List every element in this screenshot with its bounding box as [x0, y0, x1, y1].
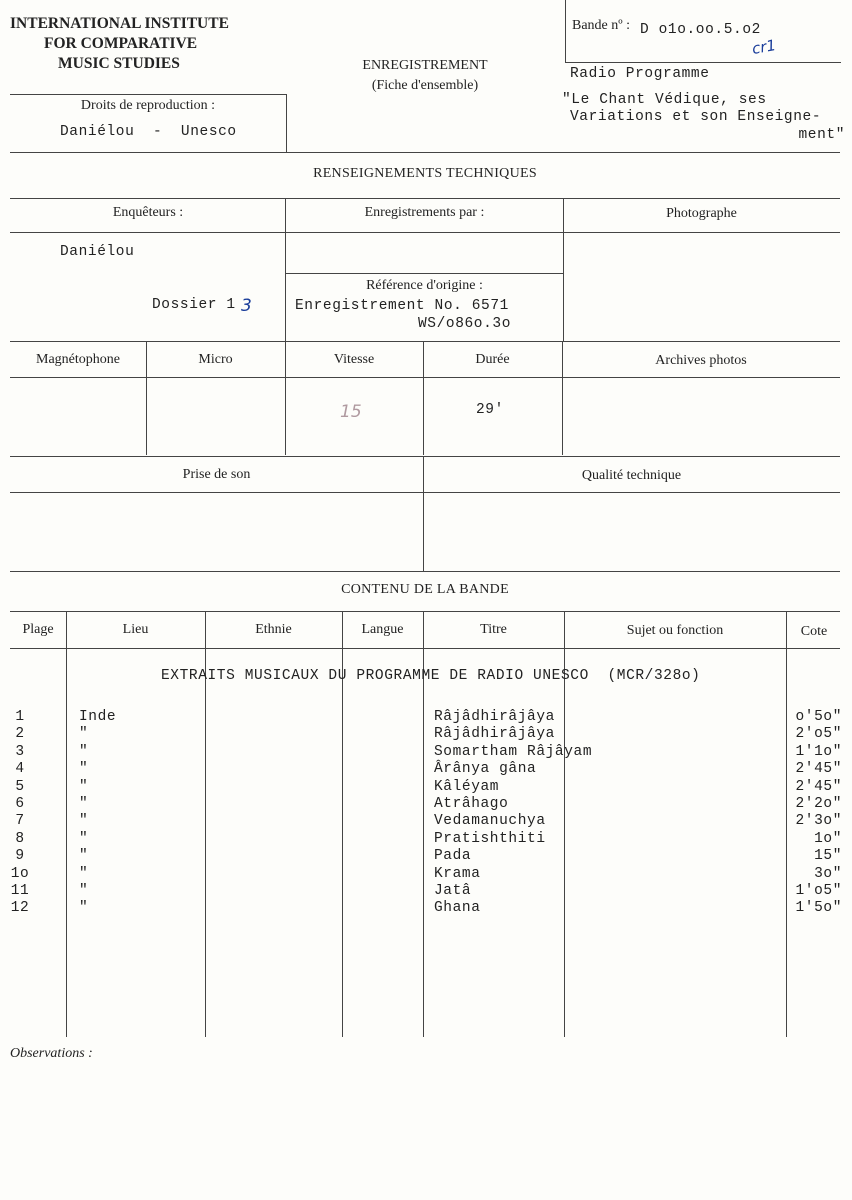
tech-rule-2 — [10, 232, 840, 233]
equipment-vline-3 — [423, 341, 424, 455]
bande-label: Bande nº : — [572, 18, 630, 33]
row-cote: 15" — [814, 848, 842, 865]
row-lieu: " — [79, 865, 89, 882]
reference-top-rule — [286, 273, 563, 274]
row-plage: 1 — [15, 709, 25, 725]
enregistrements-label: Enregistrements par : — [364, 205, 485, 220]
institute-name — [10, 14, 250, 74]
row-plage: 1o — [10, 865, 30, 882]
row-cote: 3o" — [814, 865, 842, 882]
table-row — [0, 761, 852, 779]
row-cote: o'5o" — [795, 709, 842, 725]
contenu-header-rule — [10, 648, 840, 649]
contenu-rule-1 — [10, 611, 840, 612]
table-row — [0, 831, 852, 849]
row-plage: 9 — [15, 848, 25, 865]
row-plage: 5 — [15, 778, 25, 795]
equipment-vline-1 — [146, 341, 147, 455]
row-cote: 2'o5" — [795, 726, 842, 743]
row-titre: Pada — [434, 848, 472, 865]
duree-value: 29' — [476, 402, 504, 418]
observations-label: Observations : — [10, 1046, 93, 1061]
row-titre: Pratishthiti — [434, 830, 546, 847]
bande-handwritten-note: cr1 — [750, 36, 778, 58]
table-row — [0, 883, 852, 901]
bande-box-left-border — [565, 0, 566, 62]
form-subtitle: (Fiche d'ensemble) — [371, 78, 479, 93]
radio-line-4: ment" — [798, 126, 845, 143]
droits-top-border — [10, 94, 286, 95]
row-titre: Jatâ — [434, 883, 472, 899]
row-cote: 1'1o" — [795, 743, 842, 760]
table-row — [0, 813, 852, 831]
row-cote: 2'2o" — [795, 796, 842, 812]
extract-line: EXTRAITS MUSICAUX DU PROGRAMME DE RADIO UNESCO (MCR/328o) — [161, 668, 701, 684]
row-lieu: " — [79, 726, 89, 743]
radio-programme — [562, 66, 845, 144]
row-titre: Râjâdhirâjâya — [434, 726, 555, 743]
table-row — [0, 744, 852, 762]
row-lieu: " — [79, 796, 89, 812]
reference-line-1: Enregistrement No. 6571 — [295, 298, 509, 314]
dossier-handwritten-digit: 3 — [241, 296, 252, 316]
col-header-sujet: Sujet ou fonction — [626, 623, 724, 638]
equipment-header-rule — [10, 377, 840, 378]
magnetophone-label: Magnétophone — [36, 352, 120, 367]
row-titre: Ghana — [434, 900, 481, 917]
row-lieu: " — [79, 813, 89, 830]
col-header-ethnie: Ethnie — [255, 622, 292, 637]
radio-line-3: Variations et son Enseigne- — [570, 109, 822, 125]
droits-right-border — [286, 94, 287, 152]
row-plage: 2 — [15, 726, 25, 743]
row-lieu: " — [79, 761, 89, 778]
droits-value: Daniélou - Unesco — [60, 124, 237, 140]
table-row — [0, 866, 852, 884]
row-titre: Vedamanuchya — [434, 813, 546, 830]
col-header-titre: Titre — [480, 622, 507, 637]
prise-label: Prise de son — [182, 467, 251, 482]
tech-vline-1 — [285, 198, 286, 341]
institute-line-3: MUSIC STUDIES — [58, 55, 180, 72]
row-plage: 7 — [15, 813, 25, 830]
prise-header-rule — [10, 492, 840, 493]
row-plage: 12 — [10, 900, 30, 917]
row-titre: Ârânya gâna — [434, 761, 537, 778]
bande-box-bottom-border — [565, 62, 841, 63]
form-title: ENREGISTREMENT — [362, 58, 488, 73]
vitesse-label: Vitesse — [333, 352, 375, 367]
tech-rule-3 — [10, 341, 840, 342]
bande-value: D o1o.oo.5.o2 — [640, 22, 761, 38]
row-plage: 3 — [15, 743, 25, 760]
col-header-plage: Plage — [22, 622, 54, 637]
row-cote: 1'5o" — [795, 900, 842, 917]
radio-line-1: Radio Programme — [570, 66, 710, 82]
row-titre: Somartham Râjâyam — [434, 743, 593, 760]
table-row — [0, 709, 852, 727]
table-row — [0, 779, 852, 797]
table-row — [0, 848, 852, 866]
row-titre: Krama — [434, 865, 481, 882]
tech-rule-1 — [10, 198, 840, 199]
row-lieu: " — [79, 883, 89, 899]
equipment-vline-4 — [562, 341, 563, 455]
dossier-label: Dossier 1 — [152, 297, 236, 313]
table-row — [0, 796, 852, 814]
duree-label: Durée — [475, 352, 510, 367]
row-cote: 2'3o" — [795, 813, 842, 830]
prise-vline — [423, 456, 424, 571]
row-plage: 8 — [15, 830, 25, 847]
header-bottom-rule — [10, 152, 840, 153]
enqueteurs-value: Daniélou — [60, 244, 135, 260]
row-titre: Kâléyam — [434, 778, 500, 795]
row-plage: 6 — [15, 796, 25, 812]
enqueteurs-label: Enquêteurs : — [112, 205, 184, 220]
vitesse-value: 15 — [340, 402, 362, 422]
row-lieu: " — [79, 900, 89, 917]
droits-label: Droits de reproduction : — [80, 98, 216, 113]
reference-label: Référence d'origine : — [366, 278, 483, 293]
col-header-langue: Langue — [361, 622, 404, 637]
row-cote: 1o" — [814, 830, 842, 847]
radio-line-2: "Le Chant Védique, ses — [562, 91, 767, 108]
contenu-section-title: CONTENU DE LA BANDE — [341, 582, 509, 597]
tech-section-title: RENSEIGNEMENTS TECHNIQUES — [313, 166, 537, 181]
qualite-label: Qualité technique — [581, 468, 682, 483]
row-lieu: " — [79, 778, 89, 795]
micro-label: Micro — [198, 352, 233, 367]
photographe-label: Photographe — [666, 206, 737, 221]
row-lieu: " — [79, 848, 89, 865]
prise-bottom-rule — [10, 571, 840, 572]
archives-label: Archives photos — [655, 353, 747, 368]
equipment-bottom-rule — [10, 456, 840, 457]
row-lieu: Inde — [79, 709, 117, 725]
row-plage: 11 — [10, 883, 30, 899]
row-plage: 4 — [15, 761, 25, 778]
reference-line-2: WS/o86o.3o — [418, 316, 512, 332]
institute-line-2: FOR COMPARATIVE — [44, 35, 198, 52]
table-row — [0, 726, 852, 744]
row-cote: 1'o5" — [795, 883, 842, 899]
col-header-lieu: Lieu — [122, 622, 149, 637]
row-cote: 2'45" — [795, 778, 842, 795]
institute-line-1: INTERNATIONAL INSTITUTE — [10, 15, 229, 32]
row-titre: Atrâhago — [434, 796, 509, 812]
table-row — [0, 900, 852, 918]
tech-vline-2 — [563, 198, 564, 341]
row-lieu: " — [79, 830, 89, 847]
equipment-vline-2 — [285, 341, 286, 455]
row-cote: 2'45" — [795, 761, 842, 778]
row-titre: Râjâdhirâjâya — [434, 709, 555, 725]
col-header-cote: Cote — [800, 624, 828, 639]
row-lieu: " — [79, 743, 89, 760]
form-title-block — [330, 56, 520, 96]
